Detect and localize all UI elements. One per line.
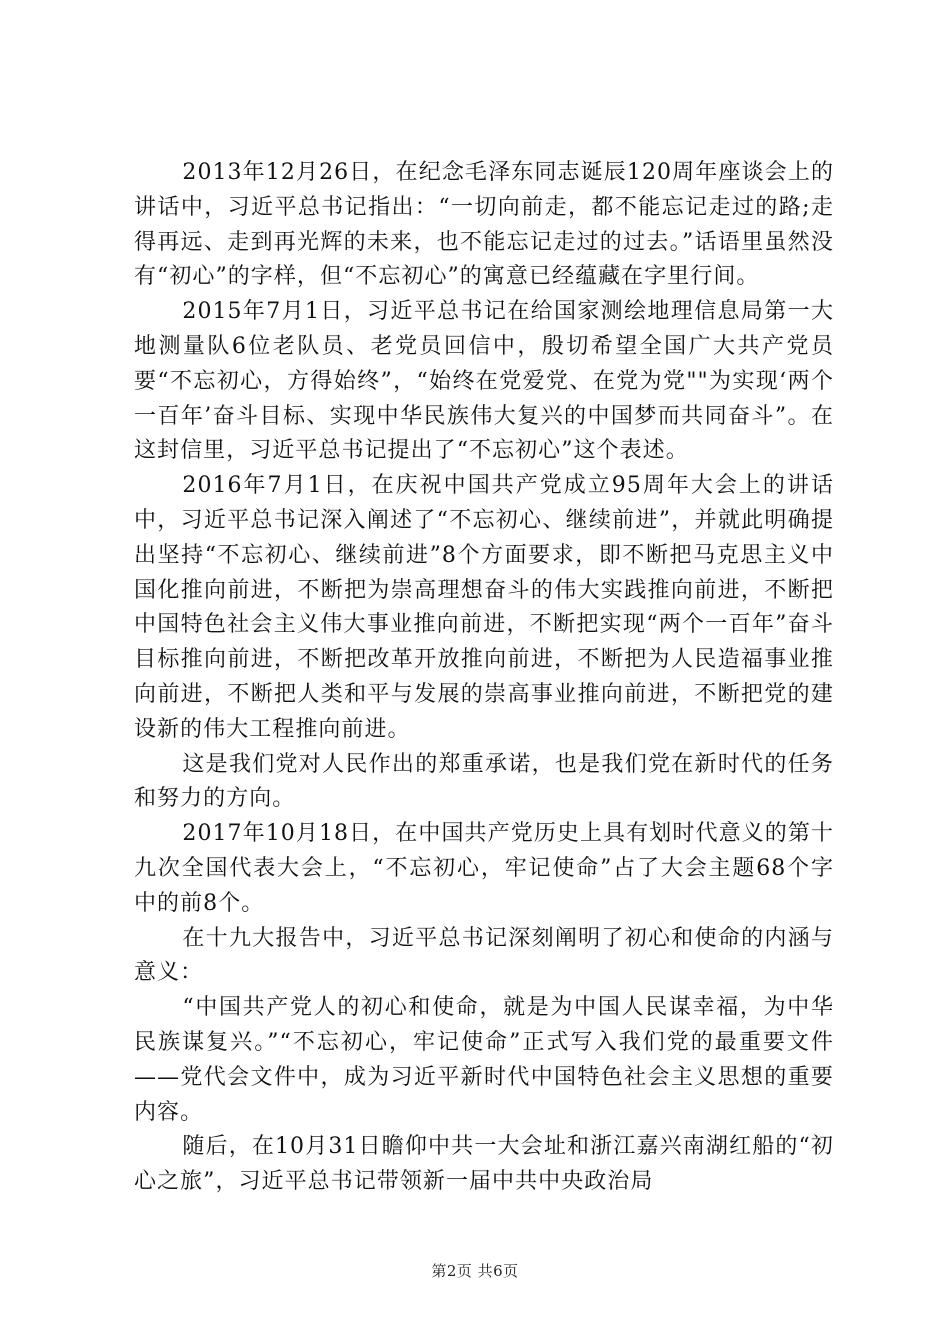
document-body bbox=[134, 156, 834, 1200]
page-footer: 第2页 共6页 bbox=[431, 1262, 519, 1280]
paragraph-4: 这是我们党对人民作出的郑重承诺，也是我们党在新时代的任务和努力的方向。 bbox=[134, 751, 834, 812]
paragraph-3: 2016年7月1日，在庆祝中国共产党成立95周年大会上的讲话中，习近平总书记深入阐述了“不忘初心、继续前进”，并就此明确提出坚持“不忘初心、继续前进”8个方面要求，即不断把马克思主义中国化推向前进，不断把为崇高理想奋斗的伟大实践推向前进，不断把中国特色社会主义伟大事业推向前进，不断把实现“两个一百年”奋斗目标推向前进，不断把改革开放推向前进，不断把为人民造福事业推向前进，不断把人类和平与发展的崇高事业推向前进，不断把党的建设新的伟大工程推向前进。 bbox=[134, 473, 834, 742]
paragraph-8: 随后，在10月31日瞻仰中共一大会址和浙江嘉兴南湖红船的“初心之旅”，习近平总书记带领新一届中共中央政治局 bbox=[134, 1134, 834, 1195]
paragraph-6: 在十九大报告中，习近平总书记深刻阐明了初心和使命的内涵与意义： bbox=[134, 925, 834, 986]
paragraph-5: 2017年10月18日，在中国共产党历史上具有划时代意义的第十九次全国代表大会上，“不忘初心，牢记使命”占了大会主题68个字中的前8个。 bbox=[134, 821, 834, 916]
paragraph-2: 2015年7月1日，习近平总书记在给国家测绘地理信息局第一大地测量队6位老队员、老党员回信中，殷切希望全国广大共产党员要“不忘初心，方得始终”，“始终在党爱党、在党为党""为实现‘两个一百年’奋斗目标、实现中华民族伟大复兴的中国梦而共同奋斗”。在这封信里，习近平总书记提出了“不忘初心”这个表述。 bbox=[134, 299, 834, 464]
paragraph-1: 2013年12月26日，在纪念毛泽东同志诞辰120周年座谈会上的讲话中，习近平总书记指出：“一切向前走，都不能忘记走过的路;走得再远、走到再光辉的未来，也不能忘记走过的过去。”话语里虽然没有“初心”的字样，但“不忘初心”的寓意已经蕴藏在字里行间。 bbox=[134, 160, 834, 290]
paragraph-7: “中国共产党人的初心和使命，就是为中国人民谋幸福，为中华民族谋复兴。”“不忘初心，牢记使命”正式写入我们党的最重要文件——党代会文件中，成为习近平新时代中国特色社会主义思想的重要内容。 bbox=[134, 995, 834, 1125]
